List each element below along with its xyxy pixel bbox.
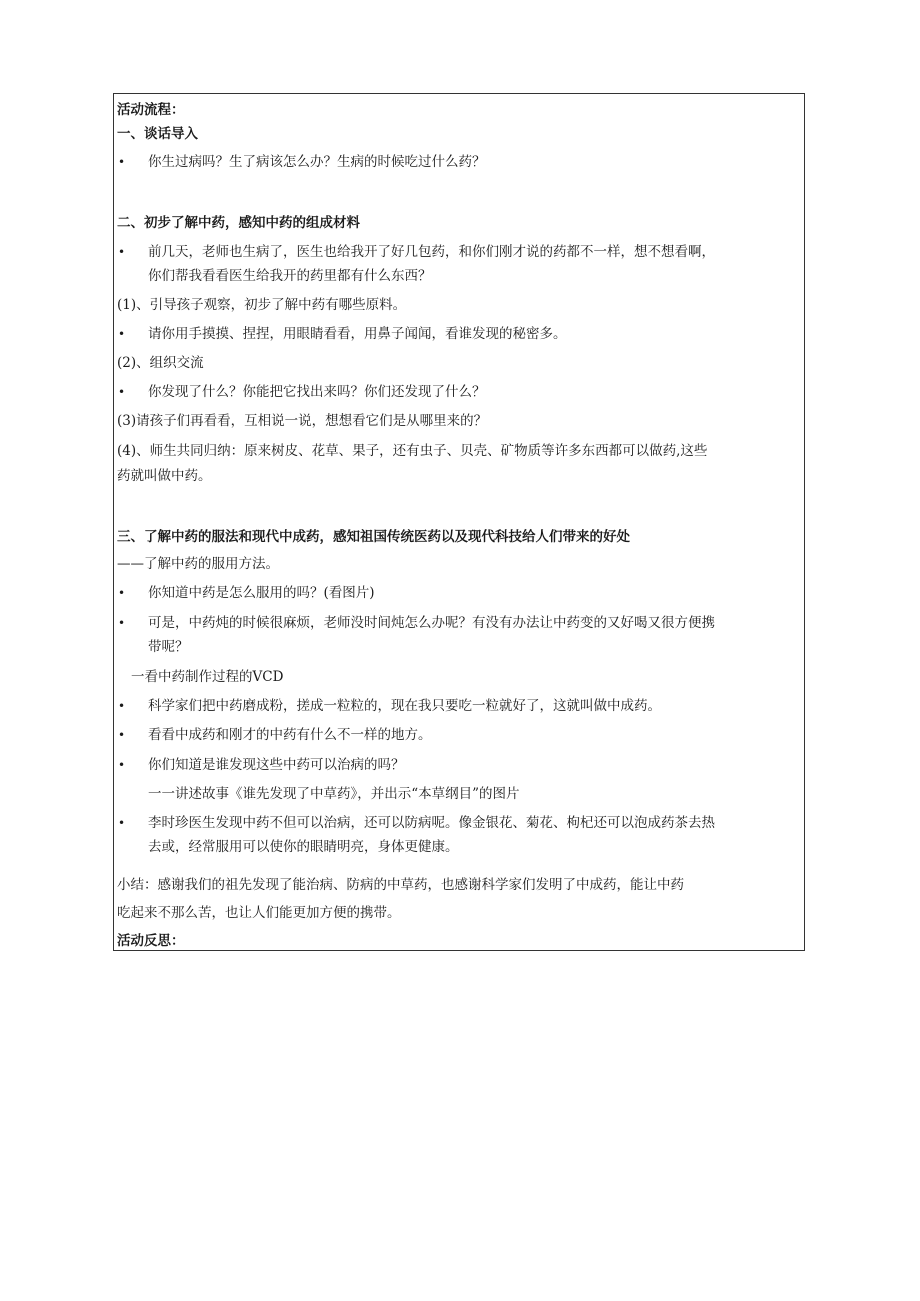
section2-intro-line2: 你们帮我看看医生给我开的药里都有什么东西？	[148, 268, 432, 284]
bullet-marker: •	[118, 586, 126, 600]
bullet-marker: •	[118, 616, 126, 630]
bullet-marker: •	[118, 758, 126, 772]
section3-story: 一一讲述故事《谁先发现了中草药》，并出示“本草纲目”的图片	[148, 786, 520, 802]
section3-bullet6-line1: 李时珍医生发现中药不但可以治病，还可以防病呢。像金银花、菊花、枸杞还可以泡成药茶去热	[148, 815, 715, 831]
section3-bullet3: 科学家们把中药磨成粉，搓成一粒粒的，现在我只要吃一粒就好了，这就叫做中成药。	[148, 698, 661, 714]
section3-bullet2-line1: 可是，中药炖的时候很麻烦，老师没时间炖怎么办呢？有没有办法让中药变的又好喝又很方便携	[148, 615, 715, 631]
section3-heading: 三、了解中药的服法和现代中成药，感知祖国传统医药以及现代科技给人们带来的好处	[117, 529, 630, 545]
bullet-marker: •	[118, 385, 126, 399]
section1-heading: 一、谈话导入	[117, 126, 198, 142]
section2-step4-line2: 药就叫做中药。	[117, 468, 212, 484]
section2-step4-line1: (4)、师生共同归纳：原来树皮、花草、果子，还有虫子、贝壳、矿物质等许多东西都可以做药,这些	[117, 443, 708, 459]
summary-line1: 小结：感谢我们的祖先发现了能治病、防病的中草药，也感谢科学家们发明了中成药，能让中药	[117, 877, 684, 893]
bullet-marker: •	[118, 327, 126, 341]
bullet-marker: •	[118, 699, 126, 713]
section2-step2-bullet: 你发现了什么？你能把它找出来吗？你们还发现了什么？	[148, 384, 486, 400]
bullet-marker: •	[118, 816, 126, 830]
section3-sub1: ——了解中药的服用方法。	[117, 556, 279, 572]
section2-step1-bullet: 请你用手摸摸、捏捏，用眼睛看看，用鼻子闻闻，看谁发现的秘密多。	[148, 326, 567, 342]
section1-question: 你生过病吗？生了病该怎么办？生病的时候吃过什么药？	[148, 154, 486, 170]
section2-intro-line1: 前几天，老师也生病了，医生也给我开了好几包药，和你们刚才说的药都不一样，想不想看啊，	[148, 244, 715, 260]
section2-step2: (2)、组织交流	[117, 355, 204, 371]
summary-line2: 吃起来不那么苦，也让人们能更加方便的携带。	[117, 905, 401, 921]
section3-bullet1: 你知道中药是怎么服用的吗？(看图片)	[148, 585, 375, 601]
section2-step3: (3)请孩子们再看看，互相说一说，想想看它们是从哪里来的？	[117, 413, 488, 429]
section3-bullet5: 你们知道是谁发现这些中药可以治病的吗？	[148, 757, 405, 773]
section3-sub2: 一看中药制作过程的VCD	[131, 669, 284, 685]
section3-bullet4: 看看中成药和刚才的中药有什么不一样的地方。	[148, 727, 432, 743]
bullet-marker: •	[118, 155, 126, 169]
reflection-label: 活动反思：	[117, 933, 185, 949]
bullet-marker: •	[118, 245, 126, 259]
section2-step1: (1)、引导孩子观察，初步了解中药有哪些原料。	[117, 297, 407, 313]
section3-bullet2-line2: 带呢？	[148, 639, 189, 655]
bullet-marker: •	[118, 728, 126, 742]
section3-bullet6-line2: 去或，经常服用可以使你的眼睛明亮，身体更健康。	[148, 839, 459, 855]
section2-heading: 二、初步了解中药，感知中药的组成材料	[117, 215, 360, 231]
activity-process-label: 活动流程：	[117, 102, 185, 118]
